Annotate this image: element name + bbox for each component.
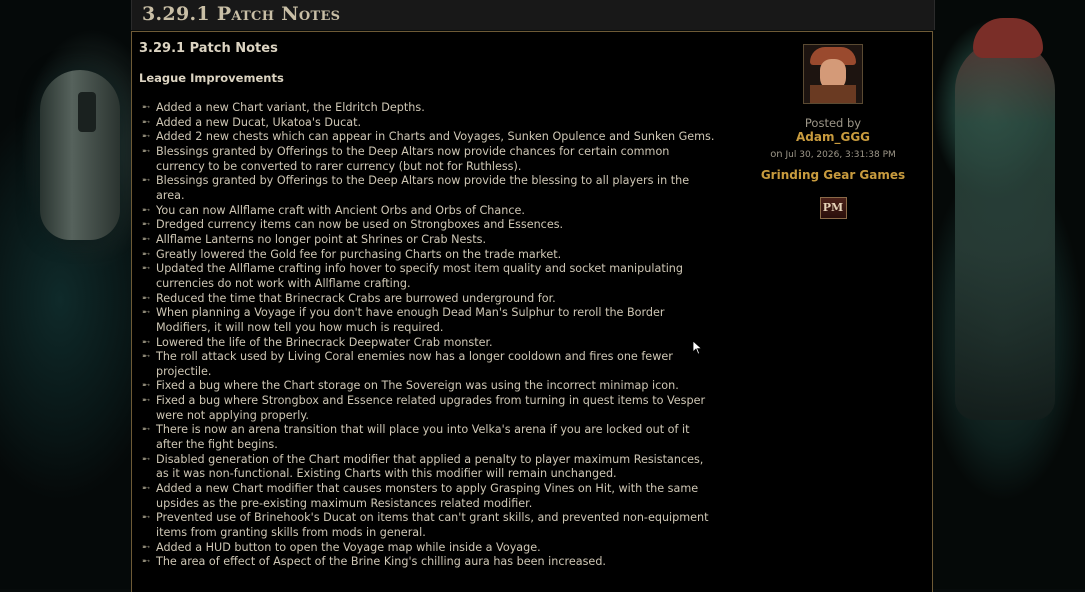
patch-note-text: Disabled generation of the Chart modifier that applied a penalty to player maximum Resistances, as it was non-functional. Existing Charts with this modifier will remain unchanged.: [156, 452, 704, 481]
patch-note-item: [139, 233, 739, 248]
left-background-art: [0, 0, 131, 589]
posted-by-label: Posted by: [804, 116, 862, 130]
avatar[interactable]: [803, 44, 863, 104]
arrow-bullet-icon: ➸: [142, 116, 151, 128]
patch-note-text: Added a new Ducat, Ukatoa's Ducat.: [156, 115, 362, 129]
arrow-bullet-icon: ➸: [142, 131, 151, 143]
arrow-bullet-icon: ➸: [142, 175, 151, 187]
patch-note-item: [139, 379, 739, 394]
patch-note-text: Updated the Allflame crafting info hover to specify most item quality and socket manipulating currencies do not work with Allflame crafting.: [156, 262, 684, 290]
patch-note-text: Prevented use of Brinehook's Ducat on items that can't grant skills, and prevented non-equipment items from granting skills from mods in general.: [156, 511, 709, 540]
patch-note-item: [139, 350, 739, 379]
arrow-bullet-icon: ➸: [142, 351, 151, 363]
patch-note-text: The roll attack used by Living Coral enemies now has a longer cooldown and fires one fewer projectile.: [156, 350, 673, 378]
arrow-bullet-icon: ➸: [142, 336, 151, 348]
author-company: Grinding Gear Games: [760, 168, 906, 182]
patch-note-item: [139, 130, 739, 145]
patch-note-text: Blessings granted by Offerings to the Deep Altars now provide chances for certain common currency to be converted to rarer currency (but not for Ruthless).: [156, 144, 670, 173]
patch-note-item: [139, 306, 739, 335]
patch-note-text: Greatly lowered the Gold fee for purchasing Charts on the trade market.: [156, 247, 562, 261]
arrow-bullet-icon: ➸: [142, 219, 151, 231]
section-title: League Improvements: [139, 71, 284, 85]
patch-note-item: [139, 218, 739, 233]
patch-note-item: [139, 511, 739, 540]
post-title: 3.29.1 Patch Notes: [139, 41, 278, 56]
arrow-bullet-icon: ➸: [142, 263, 151, 275]
arrow-bullet-icon: ➸: [142, 233, 151, 245]
patch-note-text: Added a HUD button to open the Voyage map while inside a Voyage.: [156, 540, 541, 554]
patch-note-item: [139, 453, 739, 482]
character-hat-image: [973, 18, 1043, 58]
patch-note-text: Fixed a bug where Strongbox and Essence related upgrades from turning in quest items to Vesper were not applying properly.: [156, 394, 706, 422]
post-date-prefix: on: [770, 149, 783, 160]
arrow-bullet-icon: ➸: [142, 204, 151, 216]
patch-note-item: [139, 101, 739, 116]
author-name-link[interactable]: Adam_GGG: [795, 130, 871, 144]
forum-post-panel: [131, 31, 933, 592]
patch-note-text: Lowered the life of the Brinecrack Deepwater Crab monster.: [156, 335, 493, 349]
page-title: 3.29.1 Patch Notes: [142, 3, 341, 25]
post-date-value: Jul 30, 2026, 3:31:38 PM: [785, 150, 896, 160]
patch-note-text: The area of effect of Aspect of the Brine King's chilling aura has been increased.: [156, 555, 606, 569]
patch-note-text: Added 2 new chests which can appear in Charts and Voyages, Sunken Opulence and Sunken Gems.: [156, 130, 715, 144]
right-background-art: [933, 0, 1085, 589]
patch-note-item: [139, 262, 739, 291]
patch-notes-list: [139, 101, 739, 570]
patch-note-item: [139, 541, 739, 556]
patch-note-text: When planning a Voyage if you don't have enough Dead Man's Sulphur to reroll the Border Modifiers, it will now tell you how much is required.: [156, 306, 665, 334]
arrow-bullet-icon: ➸: [142, 307, 151, 319]
arrow-bullet-icon: ➸: [142, 453, 151, 465]
avatar-coat-shape: [810, 85, 856, 104]
character-image: [955, 40, 1055, 420]
arrow-bullet-icon: ➸: [142, 512, 151, 524]
patch-note-item: [139, 482, 739, 511]
patch-note-text: There is now an arena transition that will place you into Velka's arena if you are locked out of it after the fight begins.: [156, 423, 690, 452]
arrow-bullet-icon: ➸: [142, 424, 151, 436]
arrow-bullet-icon: ➸: [142, 556, 151, 568]
arrow-bullet-icon: ➸: [142, 145, 151, 157]
patch-note-text: Allflame Lanterns no longer point at Shrines or Crab Nests.: [156, 232, 487, 246]
patch-note-text: You can now Allflame craft with Ancient Orbs and Orbs of Chance.: [156, 203, 525, 217]
patch-note-item: [139, 248, 739, 263]
patch-note-item: [139, 394, 739, 423]
arrow-bullet-icon: ➸: [142, 248, 151, 260]
patch-note-text: Fixed a bug where the Chart storage on The Sovereign was using the incorrect minimap icon.: [156, 379, 679, 393]
author-sidebar: [743, 44, 923, 219]
diving-pod-image: [40, 70, 120, 240]
patch-note-text: Reduced the time that Brinecrack Crabs are burrowed underground for.: [156, 291, 556, 305]
patch-note-item: [139, 292, 739, 307]
arrow-bullet-icon: ➸: [142, 395, 151, 407]
patch-note-item: [139, 174, 739, 203]
patch-note-item: [139, 116, 739, 131]
arrow-bullet-icon: ➸: [142, 380, 151, 392]
post-date: [743, 148, 923, 162]
page-header: [131, 0, 935, 30]
patch-note-text: Added a new Chart variant, the Eldritch Depths.: [156, 101, 425, 114]
patch-note-item: [139, 145, 739, 174]
patch-note-item: [139, 204, 739, 219]
patch-note-text: Dredged currency items can now be used on Strongboxes and Essences.: [156, 218, 564, 232]
patch-note-text: Blessings granted by Offerings to the Deep Altars now provide the blessing to all players in the area.: [156, 174, 690, 202]
patch-note-item: [139, 423, 739, 452]
arrow-bullet-icon: ➸: [142, 541, 151, 553]
patch-note-text: Added a new Chart modifier that causes monsters to apply Grasping Vines on Hit, with the same upsides as the pre-existing maximum Resistances related modifier.: [156, 482, 699, 510]
arrow-bullet-icon: ➸: [142, 102, 151, 113]
pm-button[interactable]: PM: [820, 197, 847, 219]
arrow-bullet-icon: ➸: [142, 292, 151, 304]
patch-note-item: [139, 555, 739, 570]
post-content: [139, 40, 739, 570]
patch-note-item: [139, 336, 739, 351]
arrow-bullet-icon: ➸: [142, 483, 151, 495]
